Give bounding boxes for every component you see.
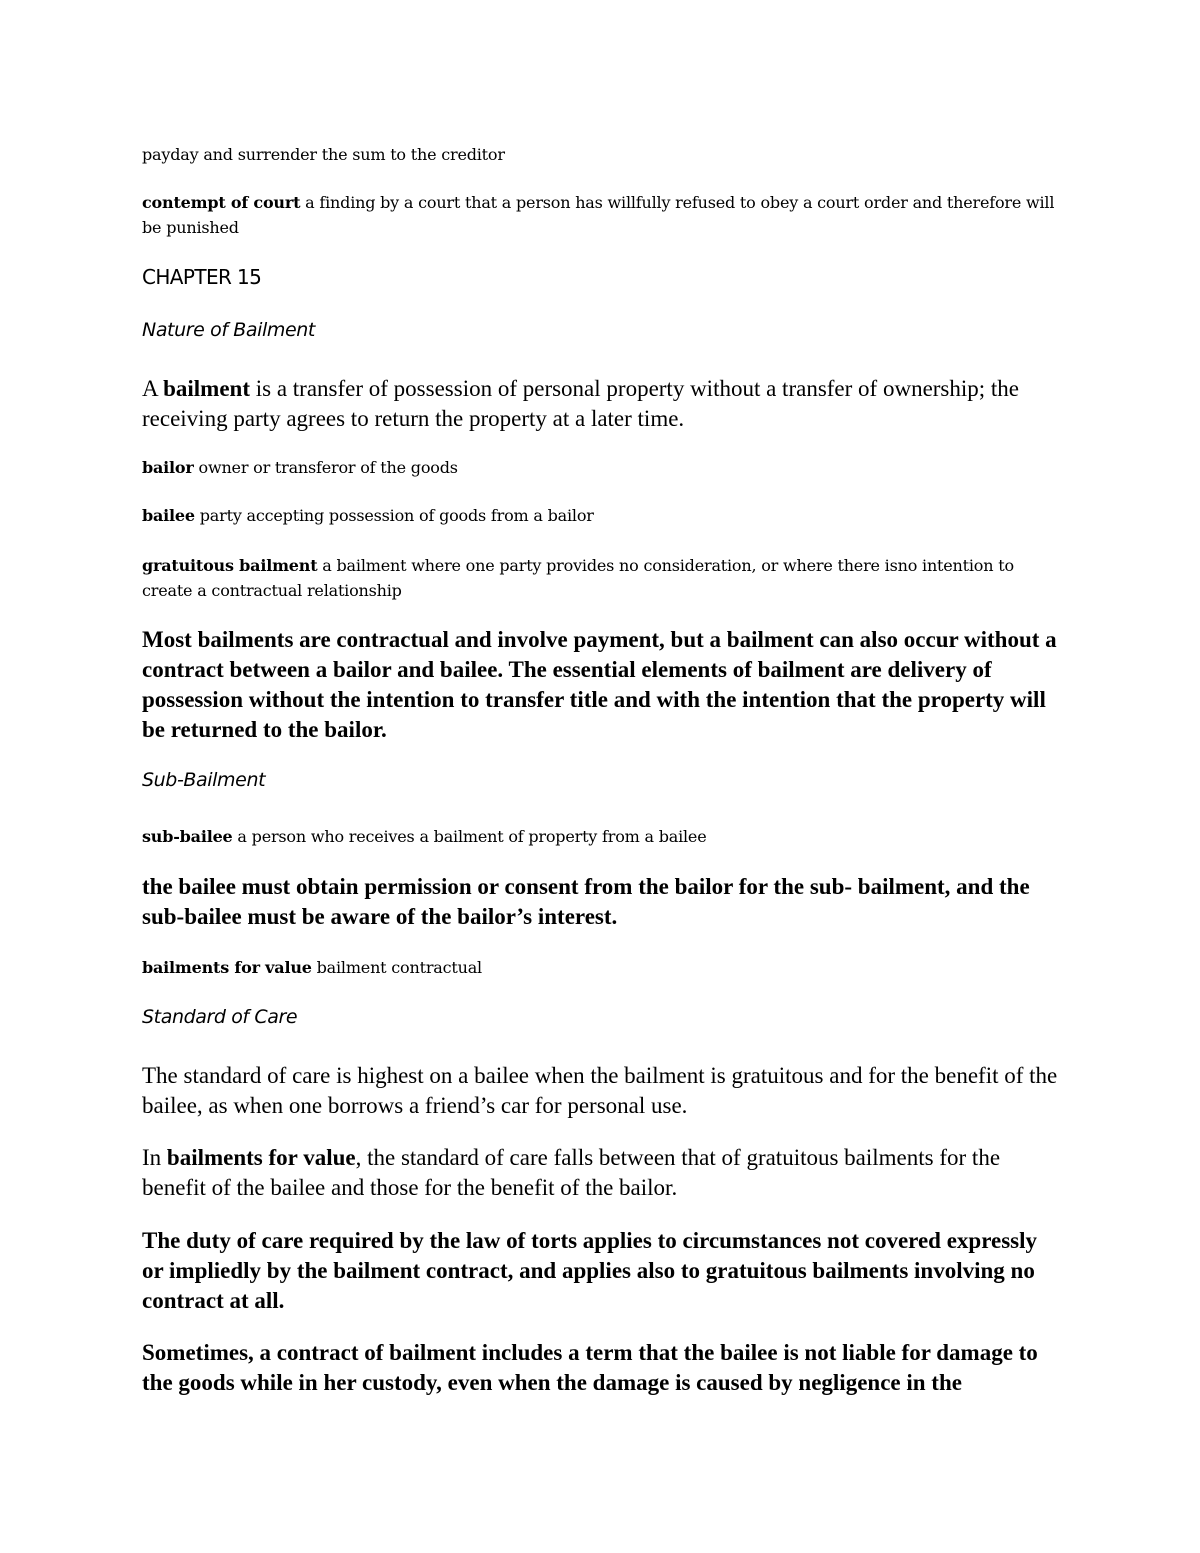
definition-term: bailor xyxy=(142,458,194,477)
definition-text: bailment contractual xyxy=(311,958,482,977)
definition-bailor xyxy=(142,455,1062,480)
definition-term: sub-bailee xyxy=(142,827,233,846)
duty-of-care-paragraph: The duty of care required by the law of torts applies to circumstances not covered expressly or impliedly by the bailment contract, and applies also to gratuitous bailments involving no contract at all. xyxy=(142,1228,1038,1313)
definition-term: bailments for value xyxy=(142,958,312,977)
definition-bailee xyxy=(142,503,1062,528)
essential-elements-paragraph: Most bailments are contractual and involve payment, but a bailment can also occur without a contract between a bailor and bailee. The essential elements of bailment are delivery of possession without the intention to transfer title and with the intention that the property will be returned to the bailor. xyxy=(142,627,1057,742)
section-heading-standard-of-care: Standard of Care xyxy=(142,1006,298,1028)
definition-text: a finding by a court that a person has willfully refused to obey a court order and therefore will be punished xyxy=(142,193,1055,237)
continued-definition-text: payday and surrender the sum to the creditor xyxy=(142,145,505,164)
paragraph-text: , the standard of care falls between that of gratuitous bailments for the benefit of the bailee and those for the benefit of the bailor. xyxy=(142,1145,1001,1200)
definition-sub-bailee xyxy=(142,824,1062,849)
definition-term: contempt of court xyxy=(142,193,301,212)
section-heading-nature-of-bailment: Nature of Bailment xyxy=(142,319,315,341)
definition-bailments-for-value xyxy=(142,955,1062,980)
bailments-for-value-paragraph xyxy=(142,1143,1062,1203)
definition-text: a bailment where one party provides no consideration, or where there isno intention to create a contractual relationship xyxy=(142,556,1014,600)
definition-term: bailment xyxy=(163,376,250,401)
standard-of-care-paragraph: The standard of care is highest on a bailee when the bailment is gratuitous and for the benefit of the bailee, as when one borrows a friend’s car for personal use. xyxy=(142,1063,1058,1118)
chapter-heading: CHAPTER 15 xyxy=(142,265,262,289)
bailment-definition-paragraph xyxy=(142,374,1062,434)
definition-contempt-of-court xyxy=(142,190,1062,240)
sub-bailment-paragraph: the bailee must obtain permission or consent from the bailor for the sub- bailment, and the sub-bailee must be aware of the bailor’s interest. xyxy=(142,874,1030,929)
definition-term: gratuitous bailment xyxy=(142,556,318,575)
paragraph-term: bailments for value xyxy=(166,1145,356,1170)
definition-text: party accepting possession of goods from a bailor xyxy=(194,506,594,525)
definition-text: a person who receives a bailment of property from a bailee xyxy=(232,827,707,846)
paragraph-text: is a transfer of possession of personal property without a transfer of ownership; the receiving party agrees to return the property at a later time. xyxy=(142,376,1020,431)
definition-gratuitous-bailment xyxy=(142,553,1062,603)
liability-term-paragraph: Sometimes, a contract of bailment includes a term that the bailee is not liable for damage to the goods while in her custody, even when the damage is caused by negligence in the xyxy=(142,1340,1038,1395)
paragraph-prefix: A xyxy=(142,376,164,401)
section-heading-sub-bailment: Sub-Bailment xyxy=(142,769,266,791)
paragraph-prefix: In xyxy=(142,1145,167,1170)
definition-term: bailee xyxy=(142,506,195,525)
definition-text: owner or transferor of the goods xyxy=(193,458,458,477)
